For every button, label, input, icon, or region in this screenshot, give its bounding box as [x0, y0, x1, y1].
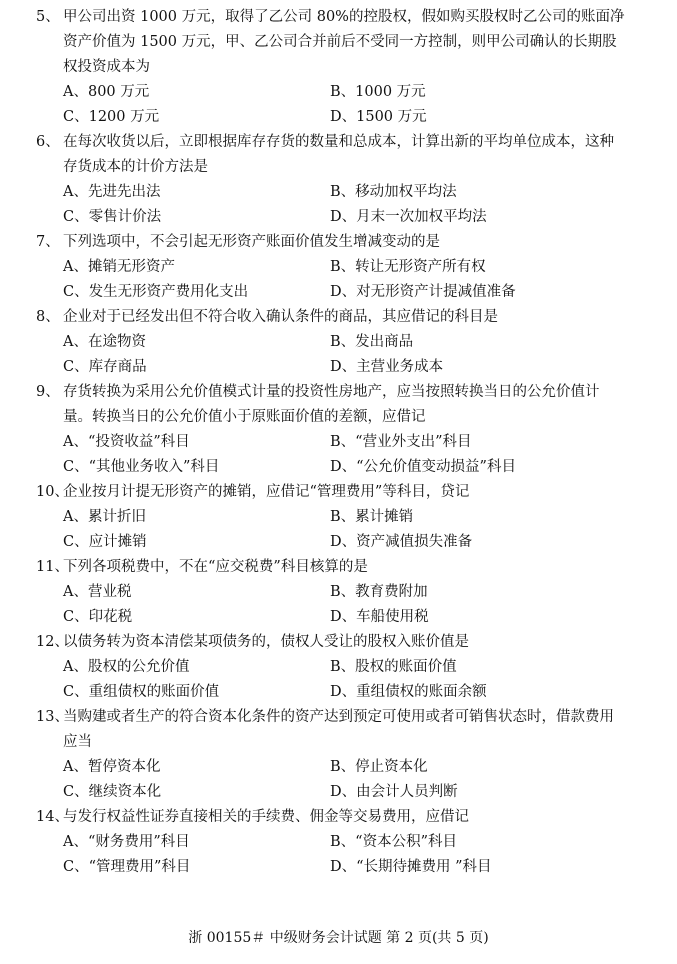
option-b: B、转让无形资产所有权 [330, 259, 486, 275]
question-text-line: 以债务转为资本清偿某项债务的，债权人受让的股权入账价值是 [63, 634, 469, 650]
option-d: D、重组债权的账面余额 [330, 684, 487, 700]
question-text-line: 下列选项中，不会引起无形资产账面价值发生增减变动的是 [63, 234, 440, 250]
option-c: C、库存商品 [63, 359, 147, 375]
option-d: D、1500 万元 [330, 109, 427, 125]
option-a: A、先进先出法 [63, 184, 161, 200]
option-b: B、股权的账面价值 [330, 659, 457, 675]
option-a: A、“投资收益”科目 [63, 434, 190, 450]
option-c: C、“管理费用”科目 [63, 859, 191, 875]
option-a: A、“财务费用”科目 [63, 834, 190, 850]
option-b: B、教育费附加 [330, 584, 428, 600]
option-c: C、零售计价法 [63, 209, 162, 225]
question-text-line: 甲公司出资 1000 万元，取得了乙公司 80%的控股权，假如购买股权时乙公司的账面净 [63, 9, 625, 25]
option-a: A、摊销无形资产 [63, 259, 175, 275]
option-a: A、股权的公允价值 [63, 659, 190, 675]
option-c: C、印花税 [63, 609, 133, 625]
question-text-line: 下列各项税费中，不在“应交税费”科目核算的是 [63, 559, 368, 575]
option-b: B、累计摊销 [330, 509, 414, 525]
question-text-line: 量。转换当日的公允价值小于原账面价值的差额，应借记 [63, 409, 426, 425]
option-c: C、“其他业务收入”科目 [63, 459, 220, 475]
option-b: B、停止资本化 [330, 759, 428, 775]
question-number: 5、 [36, 9, 60, 25]
question-number: 8、 [36, 309, 60, 325]
option-d: D、车船使用税 [330, 609, 429, 625]
option-d: D、“长期待摊费用 ”科目 [330, 859, 492, 875]
option-d: D、“公允价值变动损益”科目 [330, 459, 516, 475]
option-a: A、800 万元 [63, 84, 150, 100]
question-text-line: 与发行权益性证券直接相关的手续费、佣金等交易费用，应借记 [63, 809, 469, 825]
option-d: D、主营业务成本 [330, 359, 444, 375]
question-text-line: 存货成本的计价方法是 [63, 159, 208, 175]
option-a: A、累计折旧 [63, 509, 146, 525]
option-a: A、营业税 [63, 584, 132, 600]
option-c: C、1200 万元 [63, 109, 160, 125]
question-text-line: 在每次收货以后，立即根据库存存货的数量和总成本，计算出新的平均单位成本，这种 [63, 134, 614, 150]
page-footer: 浙 00155＃ 中级财务会计试题 第 2 页(共 5 页) [188, 930, 489, 946]
question-number: 6、 [36, 134, 60, 150]
option-d: D、资产减值损失准备 [330, 534, 473, 550]
question-text-line: 权投资成本为 [63, 59, 150, 75]
option-b: B、1000 万元 [330, 84, 426, 100]
option-c: C、重组债权的账面价值 [63, 684, 220, 700]
option-c: C、应计摊销 [63, 534, 147, 550]
option-d: D、由会计人员判断 [330, 784, 458, 800]
option-a: A、暂停资本化 [63, 759, 161, 775]
question-number: 7、 [36, 234, 60, 250]
option-c: C、继续资本化 [63, 784, 162, 800]
question-number: 10、 [36, 484, 69, 500]
option-b: B、“资本公积”科目 [330, 834, 457, 850]
option-b: B、“营业外支出”科目 [330, 434, 472, 450]
question-text-line: 企业按月计提无形资产的摊销，应借记“管理费用”等科目，贷记 [63, 484, 470, 500]
question-number: 11、 [36, 559, 69, 575]
option-d: D、对无形资产计提减值准备 [330, 284, 516, 300]
option-c: C、发生无形资产费用化支出 [63, 284, 249, 300]
option-b: B、移动加权平均法 [330, 184, 457, 200]
question-text-line: 存货转换为采用公允价值模式计量的投资性房地产，应当按照转换当日的公允价值计 [63, 384, 600, 400]
question-text-line: 当购建或者生产的符合资本化条件的资产达到预定可使用或者可销售状态时，借款费用 [63, 709, 614, 725]
question-number: 9、 [36, 384, 60, 400]
question-number: 14、 [36, 809, 69, 825]
question-number: 13、 [36, 709, 69, 725]
option-a: A、在途物资 [63, 334, 146, 350]
question-text-line: 企业对于已经发出但不符合收入确认条件的商品，其应借记的科目是 [63, 309, 498, 325]
question-text-line: 应当 [63, 734, 92, 750]
option-d: D、月末一次加权平均法 [330, 209, 487, 225]
question-text-line: 资产价值为 1500 万元，甲、乙公司合并前后不受同一方控制，则甲公司确认的长期股 [63, 34, 617, 50]
option-b: B、发出商品 [330, 334, 414, 350]
question-number: 12、 [36, 634, 69, 650]
